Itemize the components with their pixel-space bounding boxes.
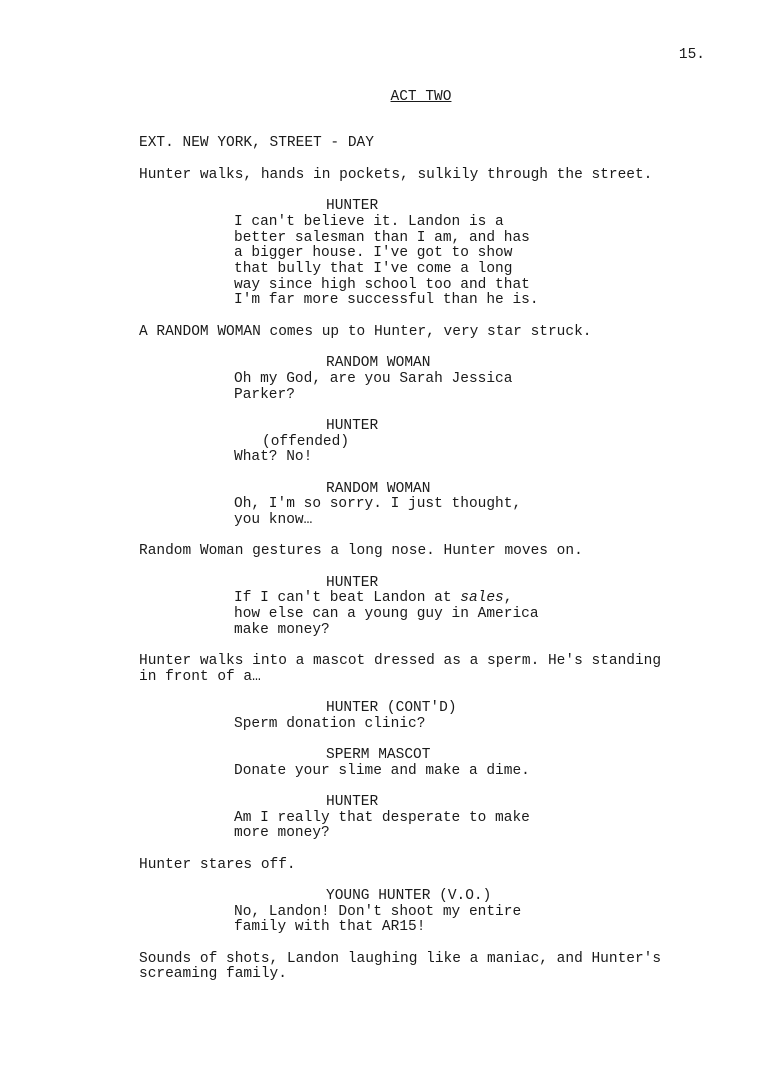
dialogue-line: Oh, I'm so sorry. I just thought, xyxy=(234,496,522,512)
dialogue-line: you know… xyxy=(234,512,313,528)
character-name: SPERM MASCOT xyxy=(326,747,431,763)
character-name: RANDOM WOMAN xyxy=(326,355,431,371)
dialogue-text: If I can't beat Landon at xyxy=(234,590,461,606)
dialogue-line: family with that AR15! xyxy=(234,919,426,935)
dialogue-line: way since high school too and that xyxy=(234,277,530,293)
dialogue-line: I can't believe it. Landon is a xyxy=(234,214,504,230)
action-line: in front of a… xyxy=(139,669,261,685)
act-heading: ACT TWO xyxy=(390,89,452,105)
scene-heading: EXT. NEW YORK, STREET - DAY xyxy=(139,135,374,151)
dialogue-line: No, Landon! Don't shoot my entire xyxy=(234,904,522,920)
action-line: Hunter walks, hands in pockets, sulkily through the street. xyxy=(139,167,653,183)
action-line: Hunter stares off. xyxy=(139,857,296,873)
action-line: Random Woman gestures a long nose. Hunter moves on. xyxy=(139,543,583,559)
dialogue-line: a bigger house. I've got to show xyxy=(234,245,513,261)
action-line: Sounds of shots, Landon laughing like a maniac, and Hunter's xyxy=(139,951,662,967)
dialogue-line: What? No! xyxy=(234,449,313,465)
action-line: A RANDOM WOMAN comes up to Hunter, very star struck. xyxy=(139,324,592,340)
dialogue-line: that bully that I've come a long xyxy=(234,261,513,277)
dialogue-line: I'm far more successful than he is. xyxy=(234,292,539,308)
character-name: HUNTER (CONT'D) xyxy=(326,700,457,716)
character-name: HUNTER xyxy=(326,418,379,434)
action-line: screaming family. xyxy=(139,966,287,982)
dialogue-line: Am I really that desperate to make xyxy=(234,810,530,826)
dialogue-line: Donate your slime and make a dime. xyxy=(234,763,530,779)
dialogue-line: Sperm donation clinic? xyxy=(234,716,426,732)
dialogue-line: more money? xyxy=(234,825,330,841)
character-name: HUNTER xyxy=(326,575,379,591)
parenthetical: (offended) xyxy=(262,434,350,450)
dialogue-line: how else can a young guy in America xyxy=(234,606,539,622)
dialogue-line: better salesman than I am, and has xyxy=(234,230,530,246)
emphasized-word: sales xyxy=(460,590,504,606)
dialogue-line: Parker? xyxy=(234,387,295,403)
action-line: Hunter walks into a mascot dressed as a sperm. He's standing xyxy=(139,653,662,669)
character-name: HUNTER xyxy=(326,794,379,810)
character-name: HUNTER xyxy=(326,198,379,214)
dialogue-line xyxy=(234,591,512,607)
character-name: YOUNG HUNTER (V.O.) xyxy=(326,888,492,904)
page-number: 15. xyxy=(678,47,705,63)
character-name: RANDOM WOMAN xyxy=(326,481,431,497)
dialogue-text: , xyxy=(503,590,513,606)
dialogue-line: make money? xyxy=(234,622,330,638)
dialogue-line: Oh my God, are you Sarah Jessica xyxy=(234,371,513,387)
